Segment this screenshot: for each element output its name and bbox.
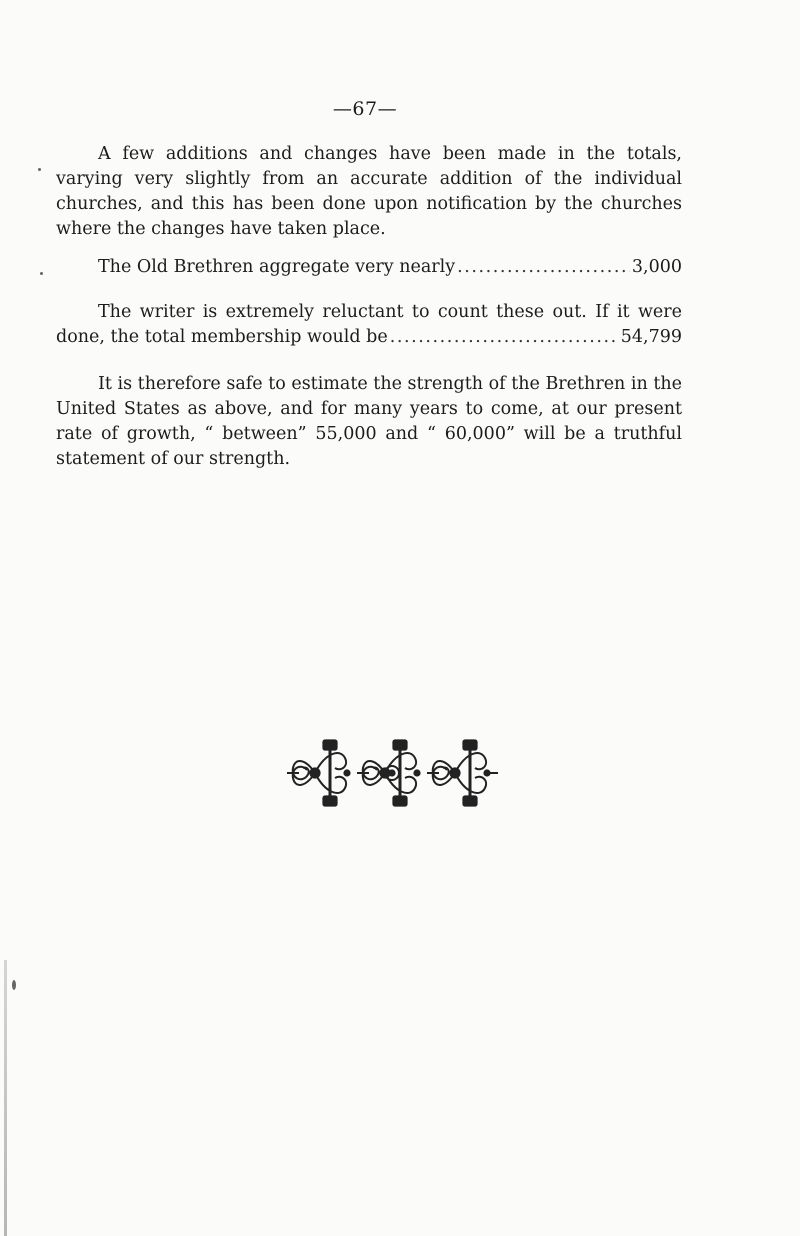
- floral-ornament-icon: [285, 728, 500, 818]
- speck-mark: [12, 980, 16, 990]
- old-brethren-line: [56, 255, 682, 280]
- leader-dots: [457, 255, 630, 280]
- reluctant-value: 54,799: [620, 327, 682, 347]
- paragraph-old-brethren: [56, 255, 682, 280]
- paragraph-estimate: It is therefore safe to estimate the strength of the Brethren in the United States as above, and for many years to come, at our present rate of growth, “ between” 55,000 and “ 60,000” will be a truthful statement of our strength.: [56, 374, 682, 469]
- paragraph-reluctant: [56, 300, 682, 350]
- old-brethren-label: The Old Brethren aggregate very nearly: [98, 257, 456, 277]
- old-brethren-value: 3,000: [631, 257, 682, 277]
- reluctant-label: done, the total membership would be: [56, 327, 388, 347]
- page-edge-shadow: [4, 960, 7, 1236]
- reluctant-first-line: The writer is extremely reluctant to count these out. If it were: [98, 302, 682, 322]
- speck-mark: [40, 272, 43, 275]
- reluctant-second-line: [56, 325, 682, 350]
- page-number: —67—: [332, 98, 398, 120]
- speck-mark: [38, 168, 41, 171]
- leader-dots: [390, 325, 619, 350]
- paragraph-additions: A few additions and changes have been made in the totals, varying very slightly from an accurate addition of the individual churches, and this has been done upon notification by the churches where the changes have taken place.: [56, 144, 682, 239]
